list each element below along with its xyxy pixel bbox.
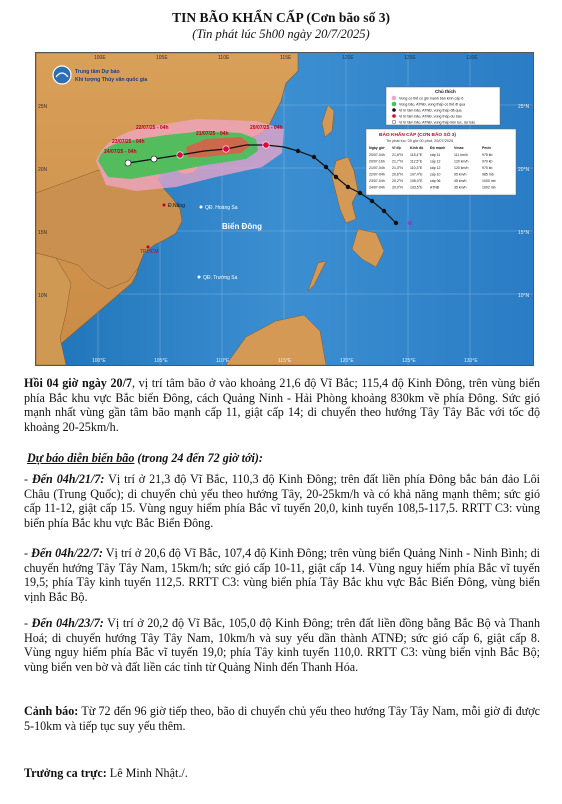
info-cell: 110,3°E [410,166,423,170]
logo-icon [53,66,71,84]
info-cell: 45 km/h [454,179,467,183]
logo-line2: Khí tượng Thủy văn quốc gia [75,77,148,83]
lat-label: 20°N [518,167,530,173]
lat-label: 10°N [518,293,530,299]
warning-text: Từ 72 đến 96 giờ tiếp theo, bão di chuyển chủ yếu theo hướng Tây Tây Nam, mỗi giờ đi được 5-10km và tiếp tục suy yếu thêm. [24,704,540,733]
info-cell: 120 km/h [454,166,469,170]
legend-item: Vùng bão, ATNĐ, vùng thấp có thể đi qua [399,102,466,107]
lon-label: 120E [342,55,354,61]
info-cell: 35 km/h [454,185,467,190]
info-cell: 103,5°E [410,185,423,190]
lat-label: 10N [38,293,48,299]
forecast-label: 23/07/25 - 04h [112,139,145,145]
hcm-label: TP.HCM [140,249,159,255]
info-cell: 20,2°N [392,179,403,183]
warning-paragraph [24,704,540,733]
info-cell: 115,4°E [410,153,423,157]
forecast-heading-suffix: (trong 24 đến 72 giờ tới): [137,451,263,465]
forecast-info-table [366,129,516,195]
lon-label: 120°E [340,358,354,364]
forecast-item-1-text: Vị trí ở 21,3 độ Vĩ Bắc, 110,3 độ Kinh Đông; trên đất liền phía Đông bắc bán đảo Lôi Châu (Trung Quốc); di chuyển chủ yếu theo hướng Tây, 20-25km/h và có khả năng mạnh thêm; sức gió cấp 11-12, giật cấp 15. Vùng nguy hiểm phía Bắc vĩ tuyến 20,0, kinh tuyến 108,5-117,5. RRTT C3: vùng biển phía Bắc khu vực Bắc Biển Đông. [24,472,540,530]
legend-item: Vị trí tâm bão, ATNĐ, vùng thấp liên tục, dự báo [399,120,476,125]
lon-label: 105°E [154,358,168,364]
forecast-item-2-text: Vị trí ở 20,6 độ Vĩ Bắc, 107,4 độ Kinh Đông; trên vùng biển Quảng Ninh - Ninh Bình; di chuyển hướng Tây Tây Nam, 15km/h; sức gió cấp 10-11, giật cấp 14. Vùng nguy hiểm phía Bắc vĩ tuyến 19,5; phía Tây kinh tuyến 112,5. RRTT C3: vùng biển phía Tây Bắc khu vực Bắc Biển Đông, vùng biển vịnh Bắc Bộ. [24,546,540,604]
current-position-text: , vị trí tâm bão ở vào khoảng 21,6 độ Vĩ Bắc; 115,4 độ Kinh Đông, trên vùng biển phía Bắc khu vực Bắc biển Đông, cách Quảng Ninh - Hải Phòng khoảng 830km về phía Đông. Sức gió mạnh nhất vùng gần tâm bão mạnh cấp 11, giật cấp 14; di chuyển theo hướng Tây Tây Bắc với tốc độ khoảng 20-25km/h. [24,376,540,434]
truong-sa-label: QĐ. Trường Sa [203,275,238,281]
lat-label: 25N [38,104,48,110]
info-cell: 21,3°N [392,166,403,170]
forecast-heading [24,451,540,466]
lon-label: 115°E [278,358,292,364]
info-cell: cấp 12 [430,166,441,170]
legend-item: Vùng có thể có gió mạnh bán kính cấp 6 [399,96,464,101]
info-cell: cấp 10 [430,172,441,177]
lat-label: 15N [38,230,48,236]
info-cell: 20/07-04h [369,153,385,157]
forecast-label: 24/07/25 - 04h [104,149,137,155]
legend-item: Vị trí tâm bão, ATNĐ, vùng thấp đã qua [399,108,462,113]
info-cell: 970 kb [482,166,493,170]
forecast-label: 22/07/25 - 04h [136,125,169,131]
lon-label: 105E [156,55,168,61]
info-cell: 21,6°N [392,153,403,157]
info-cell: 105,0°E [410,179,423,183]
info-cell: 107,4°E [410,172,423,177]
page-subtitle: (Tin phát lúc 5h00 ngày 20/7/2025) [192,27,370,41]
forecast-item-2-time: Đến 04h/22/7: [31,546,103,560]
map-legend [386,87,500,125]
forecast-item-3-time: Đến 04h/23/7: [31,616,104,630]
info-cell: 21,7°N [392,159,403,164]
info-cell: 95 km/h [454,172,467,177]
lon-label: 110°E [216,358,230,364]
storm-track-map [35,52,534,366]
warning-label: Cảnh báo: [24,704,79,718]
lon-label: 130°E [464,358,478,364]
info-cell: 975 kb [482,153,493,157]
info-cell: 23/07-04h [369,179,385,183]
info-cell: 1002 mb [482,185,496,190]
lon-label: 100E [94,55,106,61]
info-cell: 120 km/h [454,159,469,164]
lon-label: 115E [280,55,292,61]
info-cell: cấp 12 [430,159,441,164]
forecast-item-1-time: Đến 04h/21/7: [31,472,105,486]
logo-line1: Trung tâm Dự báo [75,69,120,75]
info-cell: 985 mb [482,172,494,177]
forecast-item-3 [24,616,540,674]
bien-dong-label: Biển Đông [222,222,262,231]
signature-name: Lê Minh Nhật./. [106,766,188,780]
legend-title: Chú thích [435,89,456,94]
list-dash: - [24,546,32,560]
lon-label: 125°E [402,358,416,364]
info-cell: 112,5°E [410,159,423,164]
start-position [408,221,412,225]
info-issued: Tin phát lúc: 05 giờ 00 phút, 20/07/2025 [386,139,454,143]
info-col-header: Vĩ độ [392,146,401,150]
forecast-item-2 [24,546,540,604]
info-cell: 21/07-04h [369,166,385,170]
current-position-paragraph [24,376,540,434]
page-title: TIN BÃO KHẨN CẤP (Cơn bão số 3) [172,10,390,25]
lat-label: 25°N [518,104,530,110]
info-cell: 1000 mb [482,179,496,183]
lon-label: 110E [218,55,230,61]
info-cell: ATNĐ [430,185,440,190]
lat-label: 20N [38,167,48,173]
forecast-label: 21/07/25 - 04h [196,131,229,137]
info-title: BẢO KHẨN CẤP (CƠN BÃO SỐ 3) [379,133,457,138]
info-cell: 24/07-04h [369,185,385,190]
signature-line [24,766,540,781]
info-col-header: Ngày giờ [369,146,385,150]
forecast-item-1 [24,472,540,530]
hoang-sa-label: QĐ. Hoàng Sa [205,205,238,211]
info-col-header: Vmax [454,146,464,150]
forecast-label: 20/07/25 - 04h [250,125,283,131]
list-dash: - [24,616,32,630]
info-cell: 111 km/h [454,153,468,157]
current-time-label: Hồi 04 giờ ngày 20/7 [24,376,132,390]
info-cell: 20/07-16h [369,159,385,164]
info-col-header: Độ mạnh [430,146,446,150]
da-nang-label: Đ.Nẵng [168,203,185,209]
forecast-heading-label: Dự báo diễn biến bão [27,451,135,465]
lon-label: 125E [404,55,416,61]
lon-label: 100°E [92,358,106,364]
info-cell: cấp 11 [430,153,441,157]
lat-label: 15°N [518,230,530,236]
info-cell: cấp 06 [430,179,441,183]
legend-item: Vị trí tâm bão, ATNĐ, vùng thấp dự báo [399,114,462,119]
info-cell: 20,6°N [392,172,403,177]
list-dash: - [24,472,32,486]
info-cell: 20,0°N [392,185,403,190]
signature-label: Trưởng ca trực: [24,766,107,780]
info-cell: 970 kb [482,159,493,164]
info-col-header: Pmin [482,146,491,150]
info-cell: 22/07-04h [369,172,385,177]
info-col-header: Kinh độ [410,146,424,150]
lon-label: 130E [466,55,478,61]
forecast-item-3-text: Vị trí ở 20,2 độ Vĩ Bắc, 105,0 độ Kinh Đông; trên đất liền đồng bằng Bắc Bộ và Thanh Hoá; di chuyển hướng Tây Tây Nam, 10km/h và suy yếu dần thành ATNĐ; sức gió cấp 6, giật cấp 8. Vùng nguy hiểm phía Bắc vĩ tuyến 19,0; phía Tây kinh tuyến 110,0. RRTT C3: vùng biển vịnh Bắc Bộ; vùng biển ven bờ và đất liền các tỉnh từ Quảng Ninh đến Thanh Hóa. [24,616,540,674]
